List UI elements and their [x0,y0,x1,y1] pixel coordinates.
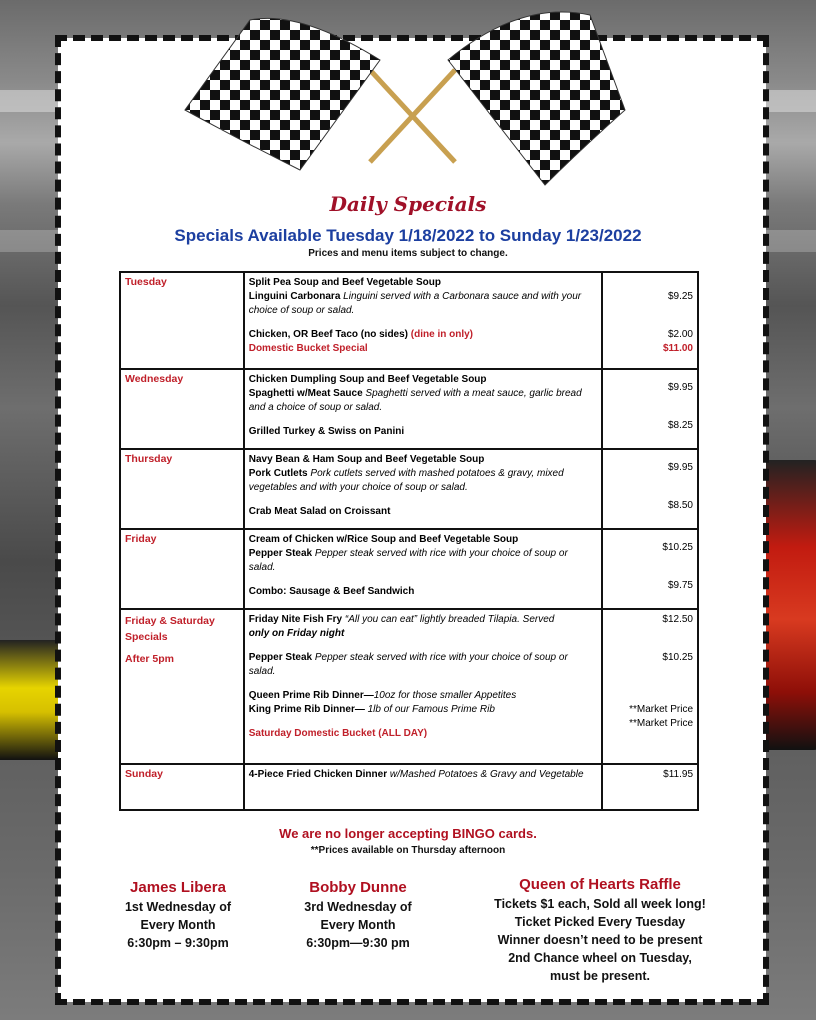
item-name: Queen Prime Rib Dinner— [248,690,374,701]
item-name: Domestic Bucket Special [248,343,368,354]
item-desc: 10oz for those smaller Appetites [373,690,517,701]
item-desc: 1lb of our Famous Prime Rib [367,704,495,715]
menu-item [249,768,598,782]
table-row [120,449,698,529]
item-name: 4-Piece Fried Chicken Dinner [248,769,388,780]
price: $12.50 [662,614,693,625]
price-cell [602,449,698,529]
item-desc: “All you can eat” lightly breaded Tilapia. Served [344,614,555,625]
schedule-line: 6:30pm – 9:30pm [127,936,229,950]
price-cell [602,609,698,764]
table-row [120,609,698,764]
menu-item [249,467,598,495]
item-name: Chicken, OR Beef Taco (no sides) [248,329,409,340]
price: $9.95 [667,382,693,393]
item-desc: w/Mashed Potatoes & Gravy and Vegetable [389,769,584,780]
raffle-line: Winner doesn’t need to be present [497,933,703,947]
item-name: King Prime Rib Dinner— [248,704,365,715]
entertainer-name: James Libera [130,879,226,896]
raffle-line: must be present. [549,969,651,983]
item-name: Saturday Domestic Bucket (ALL DAY) [248,728,428,739]
price: **Market Price [629,704,693,715]
item-desc: Pepper steak served with rice with your choice of soup or salad. [248,548,568,573]
raffle-title: Queen of Hearts Raffle [519,876,681,893]
price-availability-note: **Prices available on Thursday afternoon [310,845,506,856]
price: $8.50 [667,500,693,511]
items-cell [244,609,603,764]
item-name: Pepper Steak [248,548,313,559]
disclaimer-note: Prices and menu items subject to change. [308,248,508,259]
price-cell [602,764,698,810]
item-desc: only on Friday night [248,628,345,639]
item-name: Pepper Steak [248,652,313,663]
items-cell [244,449,603,529]
item-note: (dine in only) [410,329,474,340]
menu-item [249,703,598,717]
schedule-line: 1st Wednesday of [124,900,232,914]
menu-item [249,290,598,318]
soup-line: Chicken Dumpling Soup and Beef Vegetable Soup [248,374,487,385]
day-label: Friday [120,529,244,609]
schedule-line: 3rd Wednesday of [304,900,412,914]
price: $9.75 [667,580,693,591]
price: **Market Price [629,718,693,729]
date-range-subtitle: Specials Available Tuesday 1/18/2022 to Sunday 1/23/2022 [174,226,642,245]
table-row [120,764,698,810]
items-cell [244,369,603,449]
price: $10.25 [662,542,693,553]
price-cell [602,529,698,609]
schedule-line: Every Month [320,918,396,932]
specials-table [119,271,699,811]
item-name: Friday Nite Fish Fry [248,614,343,625]
day-label: Tuesday [120,272,244,369]
table-row [120,272,698,369]
menu-item [249,547,598,575]
day-label: Thursday [120,449,244,529]
day-label: Wednesday [120,369,244,449]
price: $2.00 [667,329,693,340]
price: $9.25 [667,291,693,302]
menu-item [249,689,598,703]
raffle-line: Ticket Picked Every Tuesday [514,915,686,929]
item-name: Grilled Turkey & Swiss on Panini [248,426,405,437]
price: $9.95 [667,462,693,473]
item-desc: Pork cutlets served with mashed potatoes & gravy, mixed vegetables and with your choice of soup or salad. [248,468,564,493]
entertainer-james [100,878,256,952]
item-name: Linguini Carbonara [248,291,341,302]
entertainer-name: Bobby Dunne [309,879,407,896]
items-cell [244,529,603,609]
price: $8.25 [667,420,693,431]
raffle-line: Tickets $1 each, Sold all week long! [494,897,706,911]
item-name: Pork Cutlets [248,468,308,479]
day-label-sub: After 5pm [125,653,175,665]
soup-line: Cream of Chicken w/Rice Soup and Beef Vegetable Soup [248,534,519,545]
entertainer-bobby [278,878,438,952]
schedule-line: Every Month [140,918,216,932]
table-row [120,369,698,449]
item-name: Combo: Sausage & Beef Sandwich [248,586,415,597]
menu-item [249,651,598,679]
price-cell [602,272,698,369]
item-desc: Spaghetti served with a meat sauce, garlic bread and a choice of soup or salad. [248,388,582,413]
price: $11.00 [662,343,693,354]
price: $10.25 [662,652,693,663]
item-name: Crab Meat Salad on Croissant [248,506,391,517]
price: $11.95 [663,769,693,780]
page-title: Daily Specials [329,192,487,216]
day-label-main: Friday & Saturday Specials [125,615,215,643]
item-name: Spaghetti w/Meat Sauce [248,388,363,399]
soup-line: Navy Bean & Ham Soup and Beef Vegetable Soup [248,454,485,465]
table-row [120,529,698,609]
bingo-notice: We are no longer accepting BINGO cards. [279,826,537,841]
raffle-info [470,875,730,985]
menu-item [249,613,598,627]
raffle-line: 2nd Chance wheel on Tuesday, [508,951,692,965]
day-label: Sunday [120,764,244,810]
items-cell [244,272,603,369]
price-cell [602,369,698,449]
item-desc: Pepper steak served with rice with your choice of soup or salad. [248,652,568,677]
schedule-line: 6:30pm—9:30 pm [306,936,410,950]
items-cell [244,764,603,810]
day-label [120,609,244,764]
menu-item [249,328,598,342]
item-desc: Linguini served with a Carbonara sauce and with your choice of soup or salad. [248,291,582,316]
menu-item [249,387,598,415]
soup-line: Split Pea Soup and Beef Vegetable Soup [248,277,441,288]
